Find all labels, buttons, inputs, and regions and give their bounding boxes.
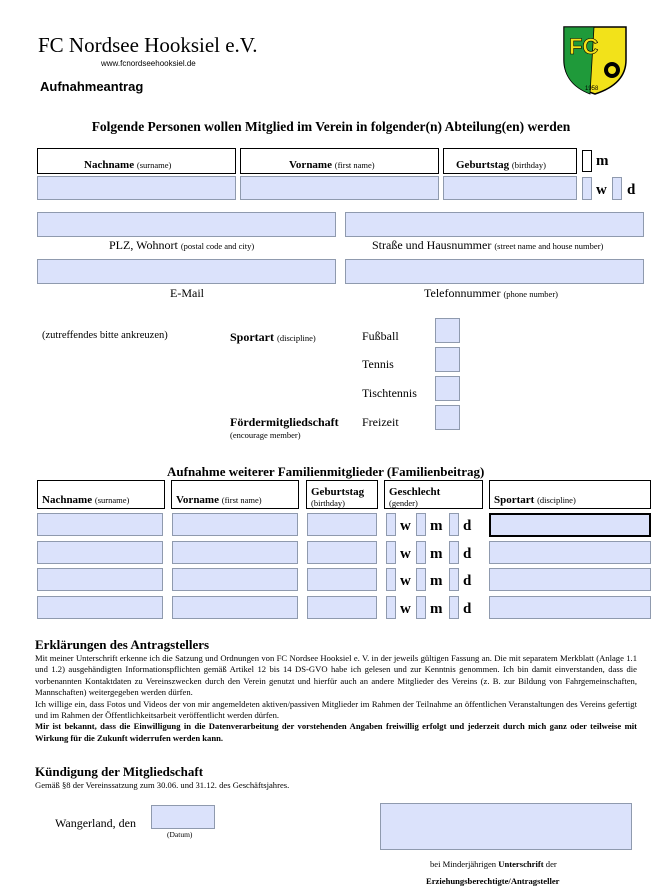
- sport-checkbox-fussball[interactable]: [435, 318, 460, 343]
- gender-m-label: m: [596, 153, 609, 169]
- signature-input[interactable]: [380, 803, 632, 850]
- sport-option-label: Fußball: [362, 329, 399, 343]
- date-hint: (Datum): [167, 830, 193, 839]
- signature-place: Wangerland, den: [55, 816, 136, 830]
- declaration-paragraph: Mit meiner Unterschrift erkenne ich die Satzung und Ordnungen von FC Nordsee Hooksiel e. V. in der jeweils gültigen Fassung an. Die mit separatem Merkblatt (Anlage 1.1 und 1.2) ausgehändigten Informationspflichten gemäß Artikel 12 bis 14 DS-GVO habe ich gelesen und zur Kenntnis genommen. Ich bin damit einverstanden, dass die vorbenannten Kontaktdaten zu Vereinszwecken durch den Verein genutzt und hierfür auch an andere Mitglieder des Vereins (z. B. zur Bildung von Fahrgemeinschaften, Mannschaften) weitergegeben werden dürfen. Ich willige ein, dass Fotos und Videos der von mir angemeldeten aktiven/passiven Mitglieder im Rahmen der Teilnahme an öffentlichen Veranstaltungen des Vereins gefertigt und im Rahmen der Öffentlichkeitsarbeit veröffentlicht werden dürfen. Mir ist bekannt, dass die Einwilligung in die Datenverarbeitung der vorstehenden Angaben freiwillig erfolgt und jederzeit durch mich ganz oder teilweise mit Wirkung für die Zukunft widerrufen werden kann.: [35, 653, 637, 743]
- family-gender-d-checkbox[interactable]: [449, 513, 459, 536]
- street-label: Straße und Hausnummer (street name and house number): [372, 238, 604, 252]
- sport-option-label: Freizeit: [362, 415, 399, 429]
- family-gender-d-checkbox[interactable]: [449, 541, 459, 564]
- sport-checkbox-tennis[interactable]: [435, 347, 460, 372]
- family-col-lastname: Nachname (surname): [37, 480, 165, 509]
- firstname-header: Vorname (first name): [240, 148, 439, 174]
- gender-d-label: d: [463, 573, 472, 589]
- birthday-input[interactable]: [443, 176, 577, 200]
- gender-w-label: w: [400, 546, 411, 562]
- gender-w-label: w: [400, 573, 411, 589]
- birthday-header: Geburtstag (birthday): [443, 148, 577, 174]
- family-birthday-input[interactable]: [307, 568, 377, 591]
- club-logo: [560, 24, 630, 96]
- family-lastname-input[interactable]: [37, 513, 163, 536]
- logo-year: 1958: [585, 86, 599, 92]
- family-sport-input[interactable]: [489, 568, 651, 591]
- gender-m-label: m: [430, 518, 443, 534]
- club-website[interactable]: www.fcnordseehooksiel.de: [101, 59, 196, 68]
- gender-m-label: m: [430, 546, 443, 562]
- firstname-input[interactable]: [240, 176, 439, 200]
- lastname-header: Nachname (surname): [37, 148, 236, 174]
- family-lastname-input[interactable]: [37, 568, 163, 591]
- gender-w-label: w: [400, 601, 411, 617]
- minor-signature-label: bei Minderjährigen Unterschrift der: [430, 859, 557, 869]
- family-col-birthday: Geburtstag (birthday): [306, 480, 378, 509]
- cancellation-text: Gemäß §8 der Vereinssatzung zum 30.06. und 31.12. des Geschäftsjahres.: [35, 780, 290, 790]
- family-col-gender: Geschlecht (gender): [384, 480, 483, 509]
- family-birthday-input[interactable]: [307, 596, 377, 619]
- cancellation-title: Kündigung der Mitgliedschaft: [35, 764, 204, 779]
- gender-d-checkbox[interactable]: [612, 177, 622, 200]
- family-col-firstname: Vorname (first name): [171, 480, 299, 509]
- date-input[interactable]: [151, 805, 215, 829]
- family-col-sport: Sportart (discipline): [489, 480, 651, 509]
- sport-checkbox-tischtennis[interactable]: [435, 376, 460, 401]
- family-sport-input[interactable]: [489, 596, 651, 619]
- street-input[interactable]: [345, 212, 644, 237]
- family-sport-input[interactable]: [489, 513, 651, 537]
- family-firstname-input[interactable]: [172, 513, 298, 536]
- family-gender-m-checkbox[interactable]: [416, 541, 426, 564]
- plz-label: PLZ, Wohnort (postal code and city): [109, 238, 255, 252]
- family-gender-d-checkbox[interactable]: [449, 568, 459, 591]
- family-gender-m-checkbox[interactable]: [416, 568, 426, 591]
- family-lastname-input[interactable]: [37, 541, 163, 564]
- phone-input[interactable]: [345, 259, 644, 284]
- guardian-label: Erziehungsberechtigte/Antragsteller: [426, 876, 560, 886]
- family-gender-w-checkbox[interactable]: [386, 596, 396, 619]
- form-title: Aufnahmeantrag: [40, 79, 144, 94]
- sports-note: (zutreffendes bitte ankreuzen): [42, 330, 168, 341]
- family-birthday-input[interactable]: [307, 513, 377, 536]
- logo-letters: FC: [569, 34, 599, 59]
- family-sport-input[interactable]: [489, 541, 651, 564]
- support-member-label: Fördermitgliedschaft: [230, 415, 339, 429]
- email-label: E-Mail: [170, 286, 204, 300]
- family-firstname-input[interactable]: [172, 596, 298, 619]
- family-lastname-input[interactable]: [37, 596, 163, 619]
- family-gender-m-checkbox[interactable]: [416, 596, 426, 619]
- family-gender-w-checkbox[interactable]: [386, 513, 396, 536]
- email-input[interactable]: [37, 259, 336, 284]
- gender-m-label: m: [430, 573, 443, 589]
- support-member-hint: (encourage member): [230, 430, 301, 440]
- sport-option-label: Tennis: [362, 357, 394, 371]
- gender-d-label: d: [463, 518, 472, 534]
- family-gender-w-checkbox[interactable]: [386, 568, 396, 591]
- main-title: Folgende Personen wollen Mitglied im Verein in folgender(n) Abteilung(en) werden: [91, 119, 571, 134]
- family-firstname-input[interactable]: [172, 568, 298, 591]
- family-gender-w-checkbox[interactable]: [386, 541, 396, 564]
- gender-w-label: w: [596, 182, 607, 198]
- gender-d-label: d: [463, 601, 472, 617]
- club-name: FC Nordsee Hooksiel e.V.: [38, 33, 258, 57]
- phone-label: Telefonnummer (phone number): [424, 286, 558, 300]
- lastname-input[interactable]: [37, 176, 236, 200]
- sports-label: Sportart (discipline): [230, 330, 316, 344]
- plz-input[interactable]: [37, 212, 336, 237]
- family-gender-d-checkbox[interactable]: [449, 596, 459, 619]
- family-gender-m-checkbox[interactable]: [416, 513, 426, 536]
- family-birthday-input[interactable]: [307, 541, 377, 564]
- gender-d-label: d: [463, 546, 472, 562]
- family-firstname-input[interactable]: [172, 541, 298, 564]
- sport-option-label: Tischtennis: [362, 386, 417, 400]
- sport-checkbox-freizeit[interactable]: [435, 405, 460, 430]
- gender-w-checkbox[interactable]: [582, 177, 592, 200]
- gender-w-label: w: [400, 518, 411, 534]
- gender-d-label: d: [627, 182, 636, 198]
- family-title: Aufnahme weiterer Familienmitglieder (Familienbeitrag): [167, 464, 485, 479]
- gender-m-checkbox[interactable]: [582, 150, 592, 172]
- declaration-title: Erklärungen des Antragstellers: [35, 637, 210, 652]
- gender-m-label: m: [430, 601, 443, 617]
